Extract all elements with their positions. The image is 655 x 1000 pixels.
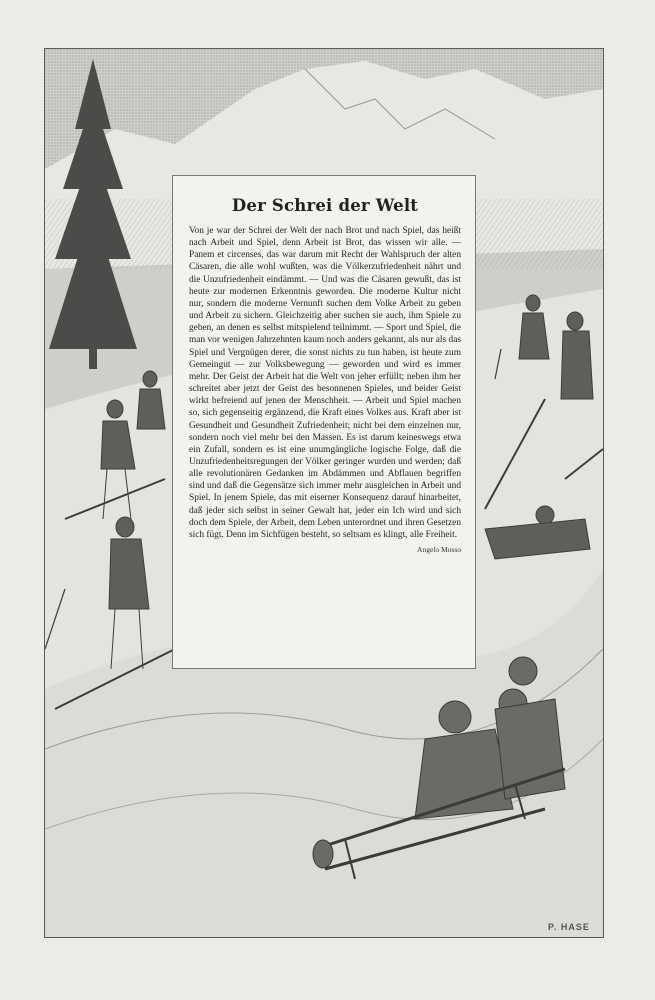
article-body: Von je war der Schrei der Welt der nach Brot und nach Spiel, das heißt nach Arbeit und Spiel, denn Arbeit ist Brot, das wissen wir alle. — Panem et circenses, das war darum mit Recht der Wahlspruch der alten Cäsaren, die alle wohl wußten, was die Völkerzufriedenheit nährt und die Unzufriedenheit eindämmt. — Und was die Cäsaren gewußt, das ist heute zur modernen Erkenntnis geworden. Die moderne Kultur nicht nur, sondern die moderne Vernunft suchen dem Volke Arbeit zu geben und Arbeit zu sichern. Gleichzeitig aber suchen sie auch, ihm Spiele zu geben, an denen es selbst mitspielend teilnimmt. — Sport und Spiel, die man vor wenigen Jahrzehnten kaum noch anders gekannt, als nur als das Spiel und Vergnügen derer, die sonst nichts zu tun haben, ist heute zum Gemeingut — zur Volksbewegung — geworden und wird es immer mehr. Der Geist der Arbeit hat die Welt von jeher erfüllt; neben ihm her schreitet aber jetzt der Geist des besonnenen Spieles, und beider Geist wirkt befreiend auf jenen der Menschheit. — Arbeit und Spiel machen so, sich gegenseitig ergänzend, die Kraft eines Volkes aus. Kraft aber ist Gesundheit und Gesundheit Zufriedenheit; nicht bei dem einzelnen nur, sondern noch viel mehr bei den Massen. Es ist darum keineswegs etwa ein Zufall, sondern es ist eine unumgängliche logische Folge, daß die Unzufriedenheitsregungen der Völker geringer wurden und werden; daß alle revolutionären Gedanken im Abdämmen und Abflauen begriffen sind und daß die Gegensätze sich immer mehr ausgleichen in Arbeit und Spiel. In jenem Spiele, das mit eiserner Konsequenz darauf hinarbeitet, daß jeder sich selbst in seiner Gewalt hat, jeder ein Ich wird und sich doch dem Spiele, der Arbeit, dem Leben unterordnet und ihren Gesetzen sich fügt. Denn im Sichfügen besteht, so seltsam es klingt, alle Freiheit. xyxy=(189,226,461,540)
illustration-frame xyxy=(44,48,604,938)
article-textbox xyxy=(172,175,476,669)
article-title: Der Schrei der Welt xyxy=(231,196,419,215)
artist-signature: P. HASE xyxy=(548,922,590,932)
article-author: Angelo Mosso xyxy=(417,545,461,555)
